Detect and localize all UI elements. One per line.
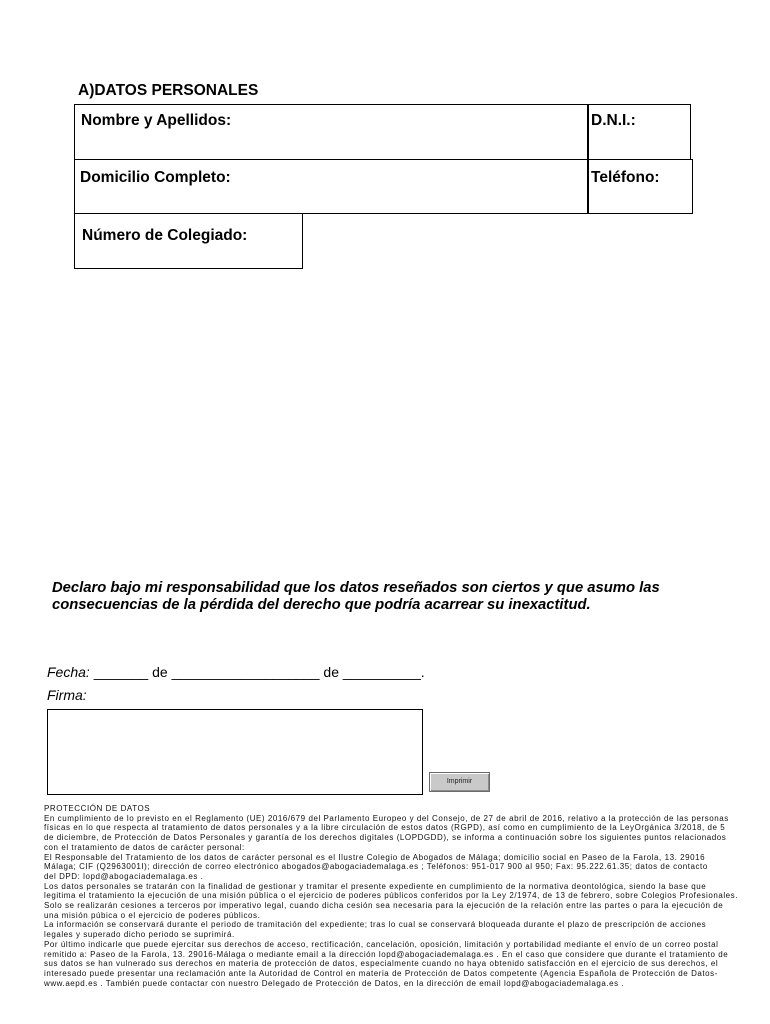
year-blank: __________ [342, 664, 421, 680]
date-connector: de [323, 664, 339, 680]
signature-label: Firma: [47, 687, 87, 703]
phone-input[interactable] [591, 188, 687, 208]
dni-input[interactable] [591, 133, 685, 153]
data-protection-line: En cumplimiento de lo previsto en el Reglamento (UE) 2016/679 del Parlamento Europeo y del Consejo, de 27 de abril de 2016, relativo a la protección de las personas [44, 813, 729, 823]
month-blank: ___________________ [171, 664, 320, 680]
data-protection-line: Los datos personales se tratarán con la finalidad de gestionar y tramitar el presente expediente en cumplimiento de la normativa deontológica, siendo la base que [44, 881, 707, 891]
declaration-line: Declaro bajo mi responsabilidad que los datos reseñados son ciertos y que asumo las [52, 580, 660, 596]
phone-label: Teléfono: [591, 169, 660, 186]
data-protection-line: legales y superado dicho periodo se suprimirá. [44, 930, 235, 940]
member-number-input[interactable] [251, 226, 295, 246]
declaration-line: consecuencias de la pérdida del derecho que podría acarrear su inexactitud. [52, 597, 591, 613]
data-protection-line: con el tratamiento de datos de carácter personal: [44, 842, 245, 852]
data-protection-line: legitima el tratamiento la ejecución de una misión pública o el ejercicio de poderes públicos conferidos por la Ley 2/1974, de 13 de febrero, sobre Colegios Profesionales. [44, 891, 738, 901]
address-cell [74, 159, 589, 214]
day-blank: _______ [93, 664, 149, 680]
data-protection-line: Solo se realizarán cesiones a terceros por imperativo legal, cuando dicha cesión sea necesaria para la ejecución de la relación entre las partes o para la ejecución de [44, 901, 724, 911]
address-label: Domicilio Completo: [80, 169, 231, 186]
full-name-cell [74, 104, 589, 160]
data-protection-line: físicas en lo que respecta al tratamiento de datos personales y a la libre circulación de estos datos (RGPD), así como en cumplimiento de la LeyOrgánica 3/2018, de 5 [44, 823, 726, 833]
full-name-input[interactable] [235, 111, 580, 131]
data-protection-line: El Responsable del Tratamiento de los datos de carácter personal es el Ilustre Colegio de Abogados de Málaga; domicilio social en Paseo de la Farola, 13. 29016 [44, 852, 706, 862]
full-name-label: Nombre y Apellidos: [81, 112, 232, 129]
data-protection-line: una misión púbica o el ejercicio de poderes públicos. [44, 910, 261, 920]
data-protection-line: Por último indicarle que puede ejercitar sus derechos de acceso, rectificación, cancelación, oposición, limitación y portabilidad mediante el envío de un correo postal [44, 939, 719, 949]
signature-field[interactable] [47, 709, 423, 795]
data-protection-line: La información se conservará durante el periodo de tramitación del expediente; tras lo cual se conservará bloqueada durante el plazo de prescripción de acciones [44, 920, 707, 930]
member-number-label: Número de Colegiado: [82, 227, 248, 244]
data-protection-title: PROTECCIÓN DE DATOS [44, 804, 151, 813]
section-title: A)DATOS PERSONALES [78, 82, 259, 99]
data-protection-line: Málaga; CIF (Q2963001I); dirección de correo electrónico abogados@abogaciademalaga.es ; Teléfonos: 951-017 900 al 950; Fax: 95.222.61.35; datos de contacto [44, 862, 708, 872]
data-protection-line: de diciembre, de Protección de Datos Personales y garantía de los derechos digitales (LOPDGDD), se informa a continuación sobre los siguientes puntos relacionados [44, 833, 727, 843]
date-terminator: . [420, 664, 425, 680]
dni-cell [587, 104, 691, 160]
member-number-cell [74, 213, 303, 269]
dni-label: D.N.I.: [591, 112, 636, 129]
data-protection-line: del DPD: lopd@abogaciademalaga.es . [44, 871, 204, 881]
phone-cell [587, 159, 693, 214]
print-button[interactable]: Imprimir [429, 772, 490, 792]
data-protection-notice [44, 804, 766, 988]
data-protection-line: www.aepd.es . También puede contactar con nuestro Delegado de Protección de Datos, en la dirección de email lopd@abogaciademalaga.es . [44, 978, 625, 988]
data-protection-line: remitido a: Paseo de la Farola, 13. 29016-Málaga o mediante email a la dirección lopd@abogaciademalaga.es . En el caso que considere que durante el tratamiento de [44, 949, 729, 959]
date-label: Fecha: [47, 664, 90, 680]
date-connector: de [152, 664, 168, 680]
data-protection-line: sus datos se han vulnerado sus derechos en materia de protección de datos, especialmente cuando no haya obtenido satisfacción en el ejercicio de sus derechos, el [44, 959, 719, 969]
address-input[interactable] [235, 168, 580, 188]
date-line [47, 665, 425, 679]
data-protection-line: interesado puede presentar una reclamación ante la Autoridad de Control en materia de Protección de Datos competente (Agencia Española de Protección de Datos- [44, 968, 718, 978]
declaration [52, 580, 660, 614]
